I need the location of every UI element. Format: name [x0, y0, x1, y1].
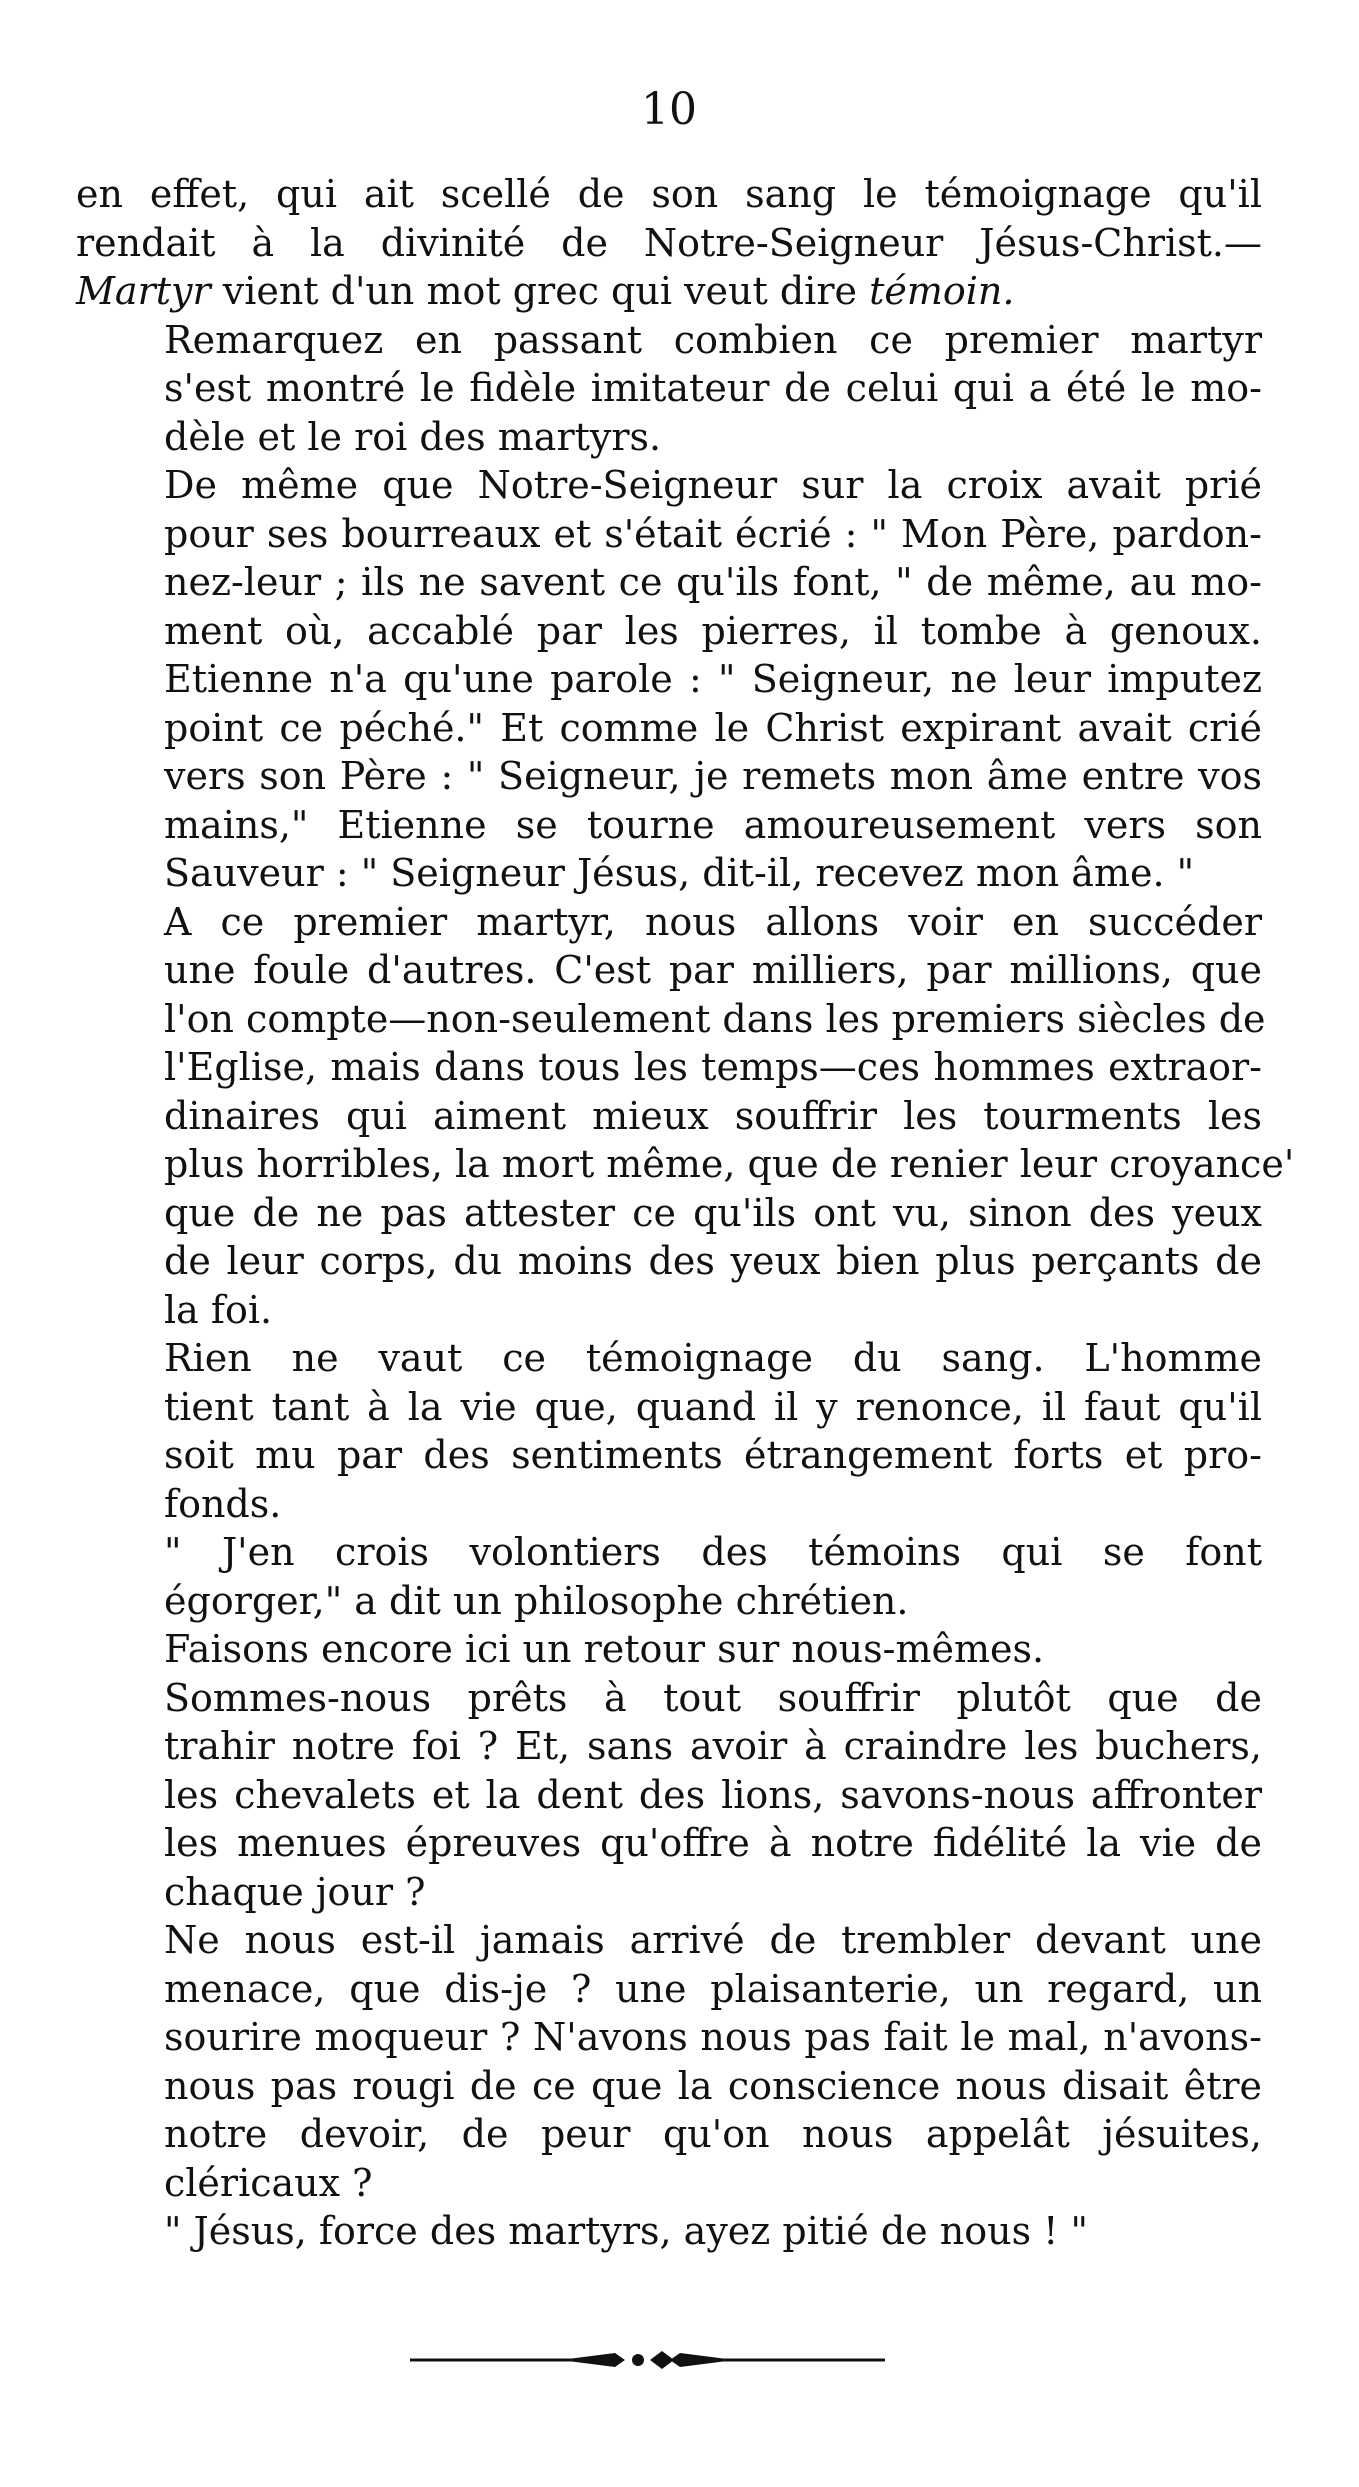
ornamental-rule-icon	[410, 2345, 885, 2375]
text-line: Etienne n'a qu'une parole : " Seigneur, ne leur imputez	[164, 657, 1262, 701]
text-line: pour ses bourreaux et s'était écrié : " Mon Père, pardon-	[164, 511, 1262, 556]
paragraph	[76, 1625, 1262, 1674]
paragraph	[76, 1334, 1262, 1528]
text-line: " J'en crois volontiers des témoins qui se font	[164, 1530, 1262, 1574]
body-text	[76, 170, 1295, 2256]
italic-text: Martyr	[76, 269, 211, 313]
text-line: une foule d'autres. C'est par milliers, par millions, que	[164, 948, 1262, 992]
text-line: " Jésus, force des martyrs, ayez pitié de nous ! "	[164, 2209, 1088, 2253]
text-line: que de ne pas attester ce qu'ils ont vu, sinon des yeux	[164, 1190, 1262, 1235]
text-line: l'on compte—non-seulement dans les premiers siècles de	[164, 996, 1266, 1041]
text-line: de leur corps, du moins des yeux bien plus perçants de	[164, 1239, 1262, 1283]
text-line: les menues épreuves qu'offre à notre fidélité la vie de	[164, 1821, 1262, 1865]
text-line: sourire moqueur ? N'avons nous pas fait le mal, n'avons-	[164, 2015, 1262, 2059]
text-line: en effet, qui ait scellé de son sang le témoignage qu'il	[76, 172, 1262, 216]
text-line: Sommes-nous prêts à tout souffrir plutôt que de	[164, 1675, 1262, 1720]
paragraph	[76, 316, 1262, 462]
text-line: dèle et le roi des martyrs.	[164, 414, 662, 459]
paragraph	[76, 1674, 1262, 1917]
page-number: 10	[641, 84, 697, 135]
text-line: nez-leur ; ils ne savent ce qu'ils font, " de même, au mo-	[164, 560, 1262, 604]
text-line: Sauveur : " Seigneur Jésus, dit-il, recevez mon âme. "	[164, 851, 1195, 895]
text-line: plus horribles, la mort même, que de renier leur croyance'	[164, 1142, 1295, 1186]
text-line: vers son Père : " Seigneur, je remets mon âme entre vos	[164, 754, 1262, 798]
text-line: fonds.	[164, 1481, 282, 1526]
text-line: l'Eglise, mais dans tous les temps—ces hommes extraor-	[164, 1045, 1262, 1089]
text-line: De même que Notre-Seigneur sur la croix avait prié	[164, 463, 1262, 507]
text-line: les chevalets et la dent des lions, savons-nous affronter	[164, 1772, 1262, 1817]
paragraph	[76, 1528, 1262, 1625]
text-line: cléricaux ?	[164, 2160, 373, 2205]
text-line: dinaires qui aiment mieux souffrir les tourments les	[164, 1093, 1262, 1138]
text-line: point ce péché." Et comme le Christ expirant avait crié	[164, 705, 1262, 750]
text-line: rendait à la divinité de Notre-Seigneur Jésus-Christ.—	[76, 220, 1262, 265]
text-line: tient tant à la vie que, quand il y renonce, il faut qu'il	[164, 1384, 1262, 1429]
text-line: A ce premier martyr, nous allons voir en succéder	[164, 899, 1262, 944]
text-run: vient d'un mot grec qui veut dire	[210, 269, 870, 313]
paragraph	[76, 1916, 1262, 2207]
text-line: la foi.	[164, 1287, 273, 1332]
text-line: chaque jour ?	[164, 1869, 426, 1914]
paragraph	[76, 898, 1295, 1335]
text-line: menace, que dis-je ? une plaisanterie, un regard, un	[164, 1966, 1262, 2011]
text-line: ment où, accablé par les pierres, il tombe à genoux.	[164, 608, 1262, 653]
text-line: mains," Etienne se tourne amoureusement vers son	[164, 802, 1262, 847]
paragraph	[76, 170, 1262, 316]
text-line: notre devoir, de peur qu'on nous appelât jésuites,	[164, 2112, 1262, 2156]
text-line: Remarquez en passant combien ce premier martyr	[164, 317, 1262, 362]
italic-text: témoin.	[869, 269, 1015, 313]
paragraph	[76, 2207, 1262, 2256]
text-line: Rien ne vaut ce témoignage du sang. L'homme	[164, 1336, 1262, 1380]
text-line: Faisons encore ici un retour sur nous-mêmes.	[164, 1627, 1045, 1671]
text-line: égorger," a dit un philosophe chrétien.	[164, 1578, 909, 1623]
text-line: nous pas rougi de ce que la conscience nous disait être	[164, 2063, 1262, 2108]
text-line: soit mu par des sentiments étrangement forts et pro-	[164, 1433, 1262, 1477]
text-line: trahir notre foi ? Et, sans avoir à craindre les buchers,	[164, 1724, 1262, 1768]
text-line	[76, 267, 1262, 316]
paragraph	[76, 461, 1262, 898]
text-line: s'est montré le fidèle imitateur de celui qui a été le mo-	[164, 366, 1262, 410]
text-line: Ne nous est-il jamais arrivé de trembler devant une	[164, 1918, 1262, 1962]
book-page	[76, 80, 1295, 2256]
